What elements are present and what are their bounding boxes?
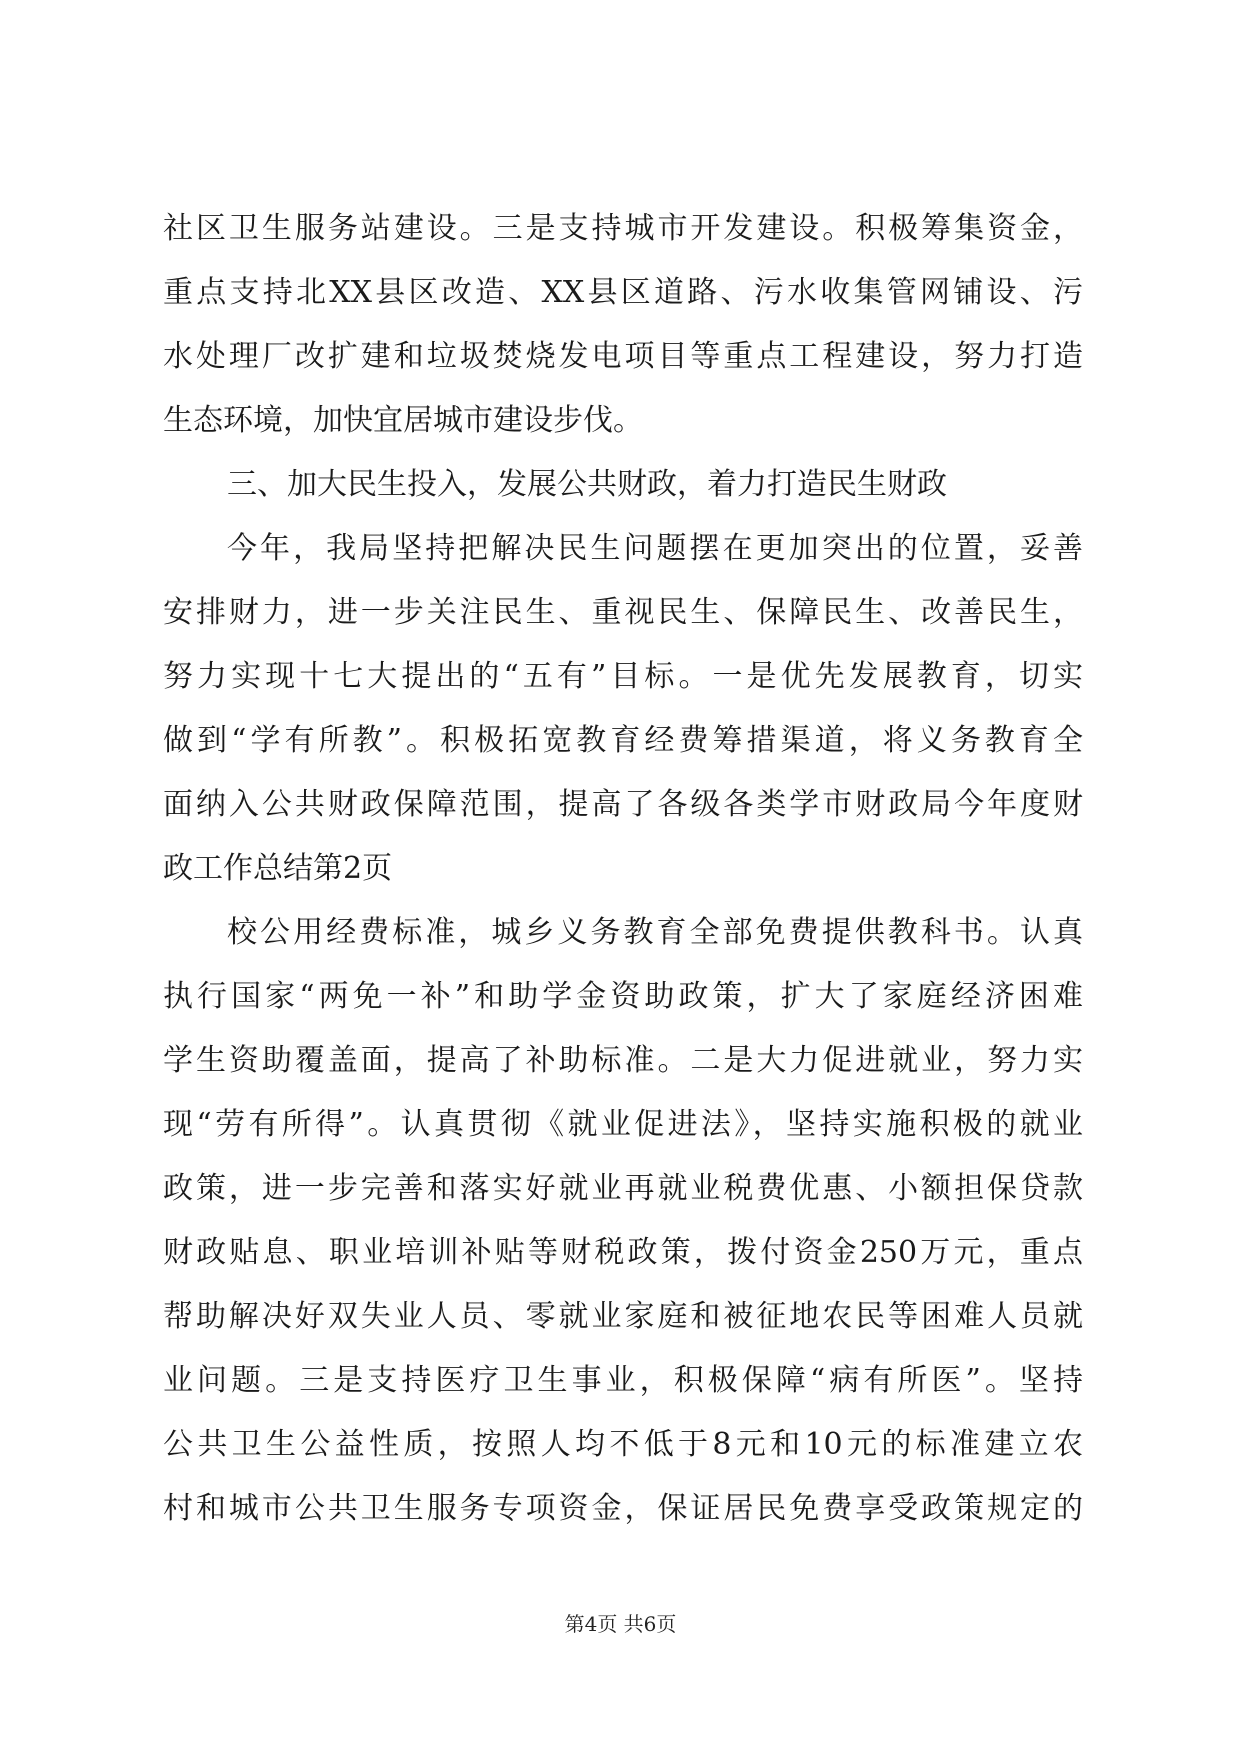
text-line: 业问题。三是支持医疗卫生事业，积极保障“病有所医”。坚持 [163, 1363, 1083, 1398]
text-line: 执行国家“两免一补”和助学金资助政策，扩大了家庭经济困难 [163, 979, 1083, 1014]
text-line: 现“劳有所得”。认真贯彻《就业促进法》，坚持实施积极的就业 [163, 1107, 1083, 1142]
text-line: 政工作总结第2页 [163, 851, 393, 886]
text-line: 政策，进一步完善和落实好就业再就业税费优惠、小额担保贷款 [163, 1171, 1083, 1206]
text-line: 学生资助覆盖面，提高了补助标准。二是大力促进就业，努力实 [163, 1043, 1083, 1078]
text-line: 村和城市公共卫生服务专项资金，保证居民免费享受政策规定的 [163, 1491, 1083, 1526]
text-line: 帮助解决好双失业人员、零就业家庭和被征地农民等困难人员就 [163, 1299, 1083, 1334]
text-line: 公共卫生公益性质，按照人均不低于8元和10元的标准建立农 [163, 1427, 1083, 1462]
text-line: 安排财力，进一步关注民生、重视民生、保障民生、改善民生， [163, 595, 1083, 630]
text-line: 社区卫生服务站建设。三是支持城市开发建设。积极筹集资金， [163, 211, 1083, 246]
text-line: 水处理厂改扩建和垃圾焚烧发电项目等重点工程建设，努力打造 [163, 339, 1083, 374]
body-text [163, 197, 1083, 1541]
text-line: 校公用经费标准，城乡义务教育全部免费提供教科书。认真 [227, 915, 1083, 950]
page-indicator: 第4页 共6页 [564, 1612, 677, 1636]
section-heading: 三、加大民生投入，发展公共财政，着力打造民生财政 [227, 467, 947, 502]
text-line: 今年，我局坚持把解决民生问题摆在更加突出的位置，妥善 [227, 531, 1083, 566]
text-line: 面纳入公共财政保障范围，提高了各级各类学市财政局今年度财 [163, 787, 1083, 822]
text-line: 做到“学有所教”。积极拓宽教育经费筹措渠道，将义务教育全 [163, 723, 1083, 758]
text-line: 生态环境，加快宜居城市建设步伐。 [163, 403, 643, 438]
text-line: 重点支持北XX县区改造、XX县区道路、污水收集管网铺设、污 [163, 275, 1083, 310]
page-footer [0, 1610, 1241, 1638]
text-line: 财政贴息、职业培训补贴等财税政策，拨付资金250万元，重点 [163, 1235, 1083, 1270]
text-line: 努力实现十七大提出的“五有”目标。一是优先发展教育，切实 [163, 659, 1083, 694]
